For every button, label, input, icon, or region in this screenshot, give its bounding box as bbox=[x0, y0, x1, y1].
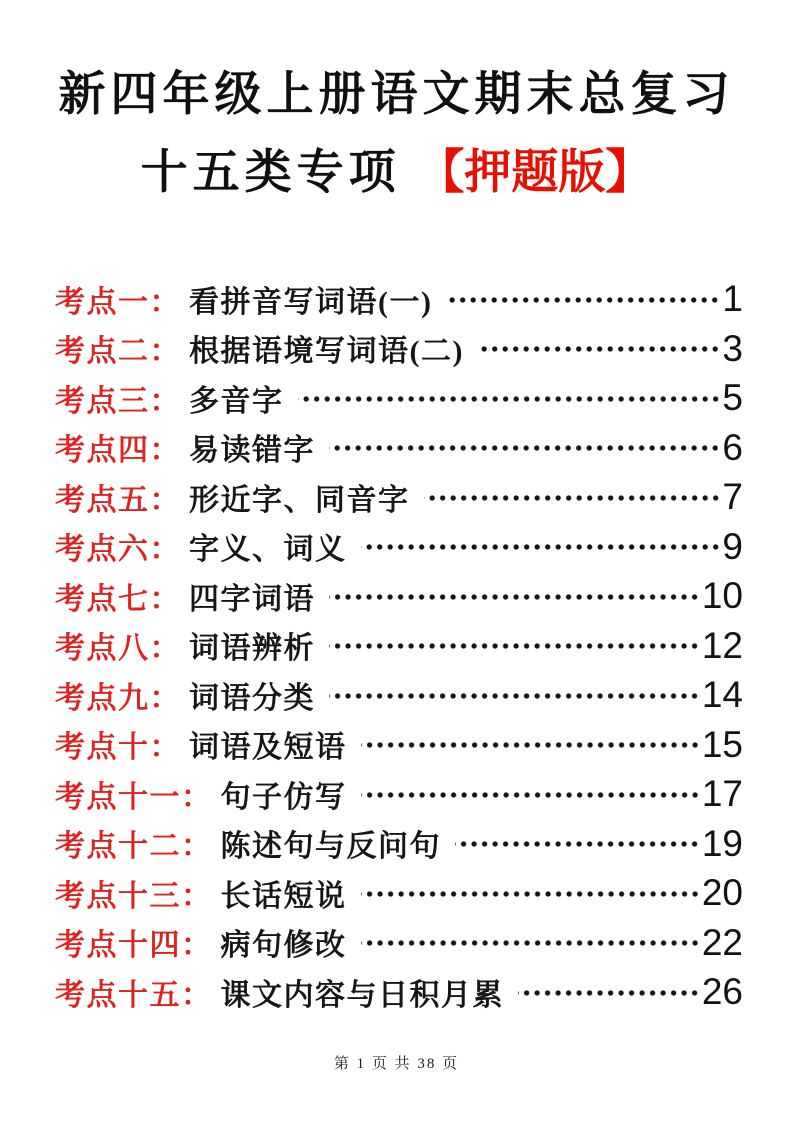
toc-entry-page-number: 26 bbox=[701, 971, 743, 1013]
dot-leader bbox=[446, 296, 720, 304]
toc-entry bbox=[55, 720, 743, 770]
toc-entry-page-number: 14 bbox=[701, 674, 743, 716]
toc-entry bbox=[55, 324, 743, 374]
toc-entry bbox=[55, 274, 743, 324]
toc-entry-label: 考点十五： bbox=[55, 978, 213, 1012]
toc-entry-title: 句子仿写 bbox=[220, 780, 347, 814]
toc-entry-title: 词语辨析 bbox=[189, 632, 315, 666]
toc-entry-label: 考点五： bbox=[55, 483, 181, 517]
title-line-2-red-badge: 【押题版】 bbox=[417, 147, 653, 199]
toc-entry-title: 病句修改 bbox=[220, 929, 347, 963]
toc-entry-title: 四字词语 bbox=[189, 582, 315, 616]
toc-entry-page-number: 15 bbox=[701, 723, 743, 765]
toc-entry-page-number: 10 bbox=[701, 575, 743, 617]
table-of-contents bbox=[0, 274, 793, 1017]
toc-entry-label: 考点十： bbox=[55, 731, 181, 765]
toc-entry-page-number: 5 bbox=[722, 377, 743, 419]
dot-leader bbox=[518, 989, 700, 997]
dot-leader bbox=[361, 890, 700, 898]
toc-entry-label: 考点九： bbox=[55, 681, 181, 715]
dot-leader bbox=[455, 840, 700, 848]
toc-entry bbox=[55, 769, 743, 819]
toc-entry-label: 考点十四： bbox=[55, 929, 213, 963]
toc-entry-label: 考点三： bbox=[55, 384, 181, 418]
dot-leader bbox=[361, 939, 700, 947]
toc-entry-page-number: 22 bbox=[701, 921, 743, 963]
toc-entry-title: 词语及短语 bbox=[189, 731, 347, 765]
toc-entry bbox=[55, 571, 743, 621]
toc-entry-page-number: 9 bbox=[722, 525, 743, 567]
document-title bbox=[0, 0, 793, 212]
toc-entry-page-number: 20 bbox=[701, 872, 743, 914]
toc-entry-title: 易读错字 bbox=[189, 434, 315, 468]
toc-entry-title: 陈述句与反问句 bbox=[220, 830, 441, 864]
page-footer: 第 1 页 共 38 页 bbox=[333, 1056, 460, 1072]
toc-entry-title: 多音字 bbox=[189, 384, 284, 418]
toc-entry-label: 考点六： bbox=[55, 533, 181, 567]
toc-entry bbox=[55, 472, 743, 522]
toc-entry-label: 考点八： bbox=[55, 632, 181, 666]
toc-entry-title: 词语分类 bbox=[189, 681, 315, 715]
toc-entry bbox=[55, 522, 743, 572]
toc-entry-title: 根据语境写词语(二) bbox=[189, 335, 464, 369]
toc-entry-title: 课文内容与日积月累 bbox=[220, 978, 504, 1012]
toc-entry bbox=[55, 918, 743, 968]
dot-leader bbox=[478, 345, 720, 353]
toc-entry-label: 考点四： bbox=[55, 434, 181, 468]
toc-entry bbox=[55, 621, 743, 671]
toc-entry-page-number: 1 bbox=[722, 278, 743, 320]
toc-entry-page-number: 19 bbox=[701, 822, 743, 864]
dot-leader bbox=[361, 543, 721, 551]
toc-entry-label: 考点一： bbox=[55, 285, 181, 319]
dot-leader bbox=[298, 395, 721, 403]
dot-leader bbox=[329, 444, 720, 452]
toc-entry-title: 字义、词义 bbox=[189, 533, 347, 567]
toc-entry-page-number: 7 bbox=[722, 476, 743, 518]
toc-entry-page-number: 12 bbox=[701, 624, 743, 666]
toc-entry-label: 考点十三： bbox=[55, 879, 213, 913]
toc-entry-page-number: 6 bbox=[722, 426, 743, 468]
dot-leader bbox=[361, 741, 700, 749]
title-line-2-black: 十五类专项 bbox=[140, 147, 401, 199]
toc-entry bbox=[55, 967, 743, 1017]
toc-entry-page-number: 3 bbox=[722, 327, 743, 369]
dot-leader bbox=[329, 593, 700, 601]
toc-entry bbox=[55, 373, 743, 423]
toc-entry-label: 考点十二： bbox=[55, 830, 213, 864]
toc-entry-title: 形近字、同音字 bbox=[189, 483, 410, 517]
title-line-2 bbox=[0, 134, 793, 212]
toc-entry-title: 长话短说 bbox=[220, 879, 347, 913]
toc-entry bbox=[55, 670, 743, 720]
toc-entry-title: 看拼音写词语(一) bbox=[189, 285, 433, 319]
toc-entry-label: 考点七： bbox=[55, 582, 181, 616]
dot-leader bbox=[424, 494, 721, 502]
toc-entry-label: 考点十一： bbox=[55, 780, 213, 814]
dot-leader bbox=[361, 791, 700, 799]
toc-entry bbox=[55, 819, 743, 869]
toc-entry bbox=[55, 423, 743, 473]
toc-entry-page-number: 17 bbox=[701, 773, 743, 815]
dot-leader bbox=[329, 642, 700, 650]
toc-entry bbox=[55, 868, 743, 918]
title-line-1: 新四年级上册语文期末总复习 bbox=[58, 69, 735, 121]
dot-leader bbox=[329, 692, 700, 700]
toc-entry-label: 考点二： bbox=[55, 335, 181, 369]
